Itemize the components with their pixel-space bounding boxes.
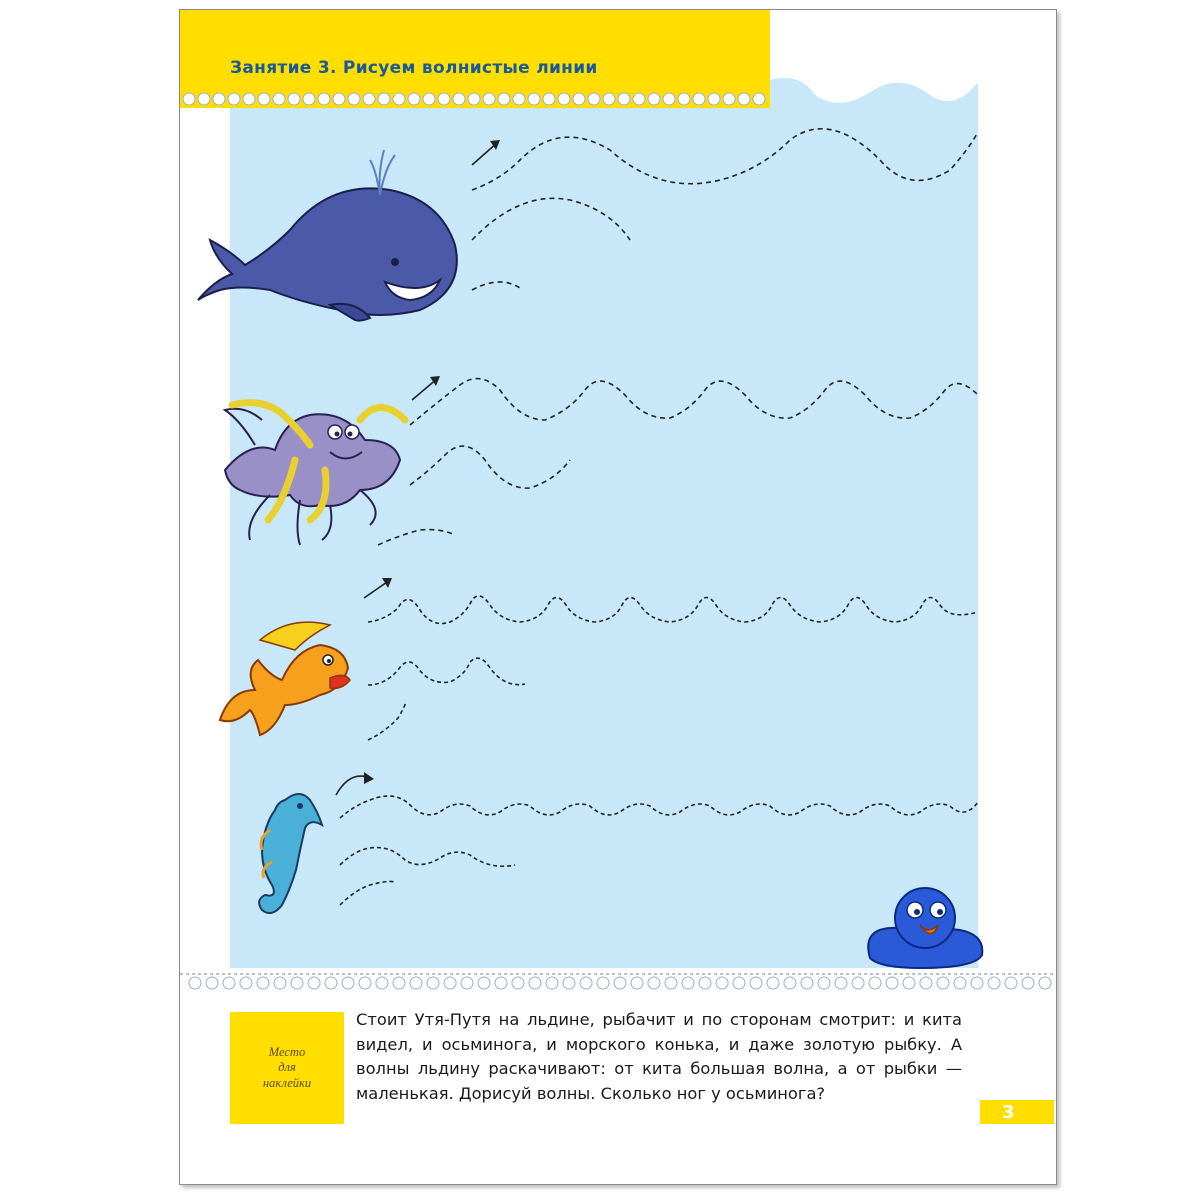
story-text: Стоит Утя-Путя на льдине, рыбачит и по сторонам смотрит: и кита видел, и осьминога, и морского конька, и даже золотую рыбку. А волны льдину раскачивают: от кита большая волна, а от рыбки — маленькая. Дорисуй волны. Сколько ног у осьминога? [356,1010,962,1103]
header-scallops [183,93,765,105]
sticker-placeholder [230,1012,344,1124]
sticker-label-line: для [278,1060,296,1075]
page-number: 3 [980,1100,1054,1124]
bottom-scallops [189,977,1051,989]
lesson-title: Занятие 3. Рисуем волнистые линии [230,58,598,78]
sticker-label-line: Место [268,1044,306,1059]
sticker-label-line: наклейки [262,1075,312,1090]
